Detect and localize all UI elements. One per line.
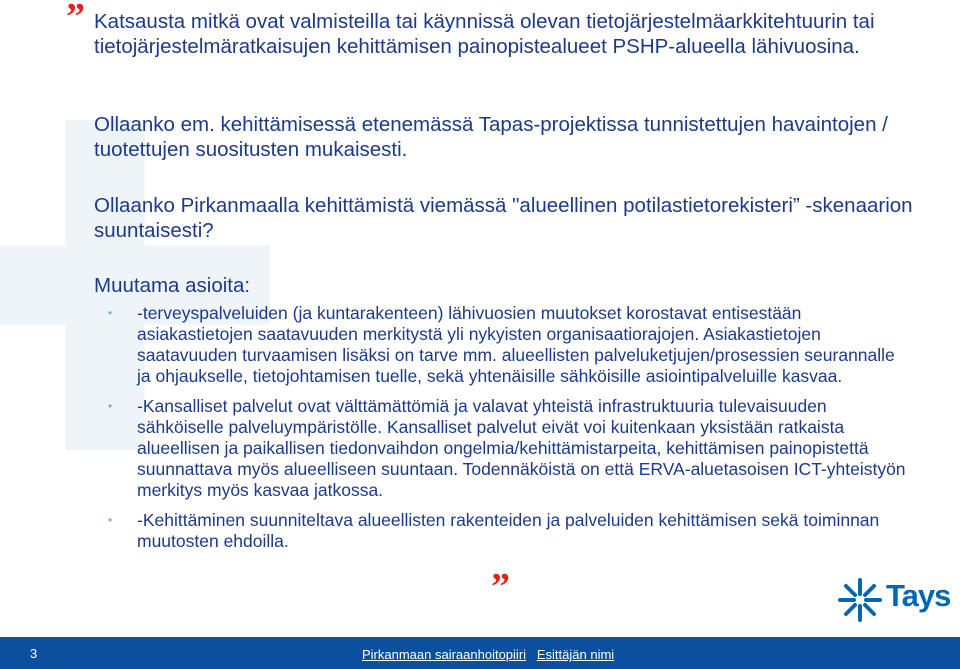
tays-cross-icon xyxy=(836,576,884,624)
bullet-item xyxy=(108,396,908,501)
footer-organization: Pirkanmaan sairaanhoitopiiri xyxy=(362,647,527,662)
logo-text: Tays xyxy=(886,578,951,613)
bullet-item xyxy=(108,510,908,552)
bullet-icon: • xyxy=(108,513,113,527)
bullet-icon: • xyxy=(108,306,113,320)
opening-quote-mark: ” xyxy=(66,0,85,38)
footer-bar xyxy=(0,637,960,669)
question-registry-paragraph: Ollaanko Pirkanmaalla kehittämistä viemässä "alueellinen potilastietorekisteri” -skenaarion suuntaisesti? xyxy=(94,194,913,242)
bullet-text: -Kehittäminen suunniteltava alueellisten rakenteiden ja palveluiden kehittämisen sekä toiminnan muutosten ehdoilla. xyxy=(137,510,880,551)
question-tapas-paragraph: Ollaanko em. kehittämisessä etenemässä Tapas-projektissa tunnistettujen havaintojen / tuotettujen suositusten mukaisesti. xyxy=(94,113,888,161)
closing-quote-mark: ” xyxy=(491,566,510,608)
points-heading: Muutama asioita: xyxy=(94,274,251,297)
bullet-text: -terveyspalveluiden (ja kuntarakenteen) lähivuosien muutokset korostavat entisestään asiakastietojen saatavuuden merkitystä yli nykyisten organisaatiorajojen. Asiakastietojen saatavuuden turvaamisen lisäksi on tarve mm. alueellisten palveluketjujen/prosessien seurannalle ja ohjaukselle, tietojohtamisen tuelle, sekä yhtenäisille sähköisille asiointipalveluille kasvaa. xyxy=(137,303,895,386)
bullet-list xyxy=(108,303,908,561)
intro-paragraph: Katsausta mitkä ovat valmisteilla tai käynnissä olevan tietojärjestelmäarkkitehtuurin tai tietojärjestelmäratkaisujen kehittämisen painopistealueet PSHP-alueella lähivuosina. xyxy=(94,10,875,58)
bullet-text: -Kansalliset palvelut ovat välttämättömiä ja valavat yhteistä infrastruktuuria tulevaisuuden sähköiselle palveluympäristölle. Kansalliset palvelut eivät voi kuitenkaan yksistään ratkaista alueellisen ja paikallisen tiedonvaihdon ongelmia/kehittämistarpeita, kehittämisen painopistettä suunnattava myös alueelliseen suuntaan. Todennäköistä on että ERVA-aluetasoisen ICT-yhteistyön merkitys myös kasvaa jatkossa. xyxy=(137,396,906,500)
bullet-item xyxy=(108,303,908,387)
page-number: 3 xyxy=(30,646,38,661)
bullet-icon: • xyxy=(108,399,113,413)
footer-presenter: Esittäjän nimi xyxy=(536,647,615,662)
footer-caption xyxy=(362,647,614,662)
tays-logo xyxy=(836,572,951,628)
